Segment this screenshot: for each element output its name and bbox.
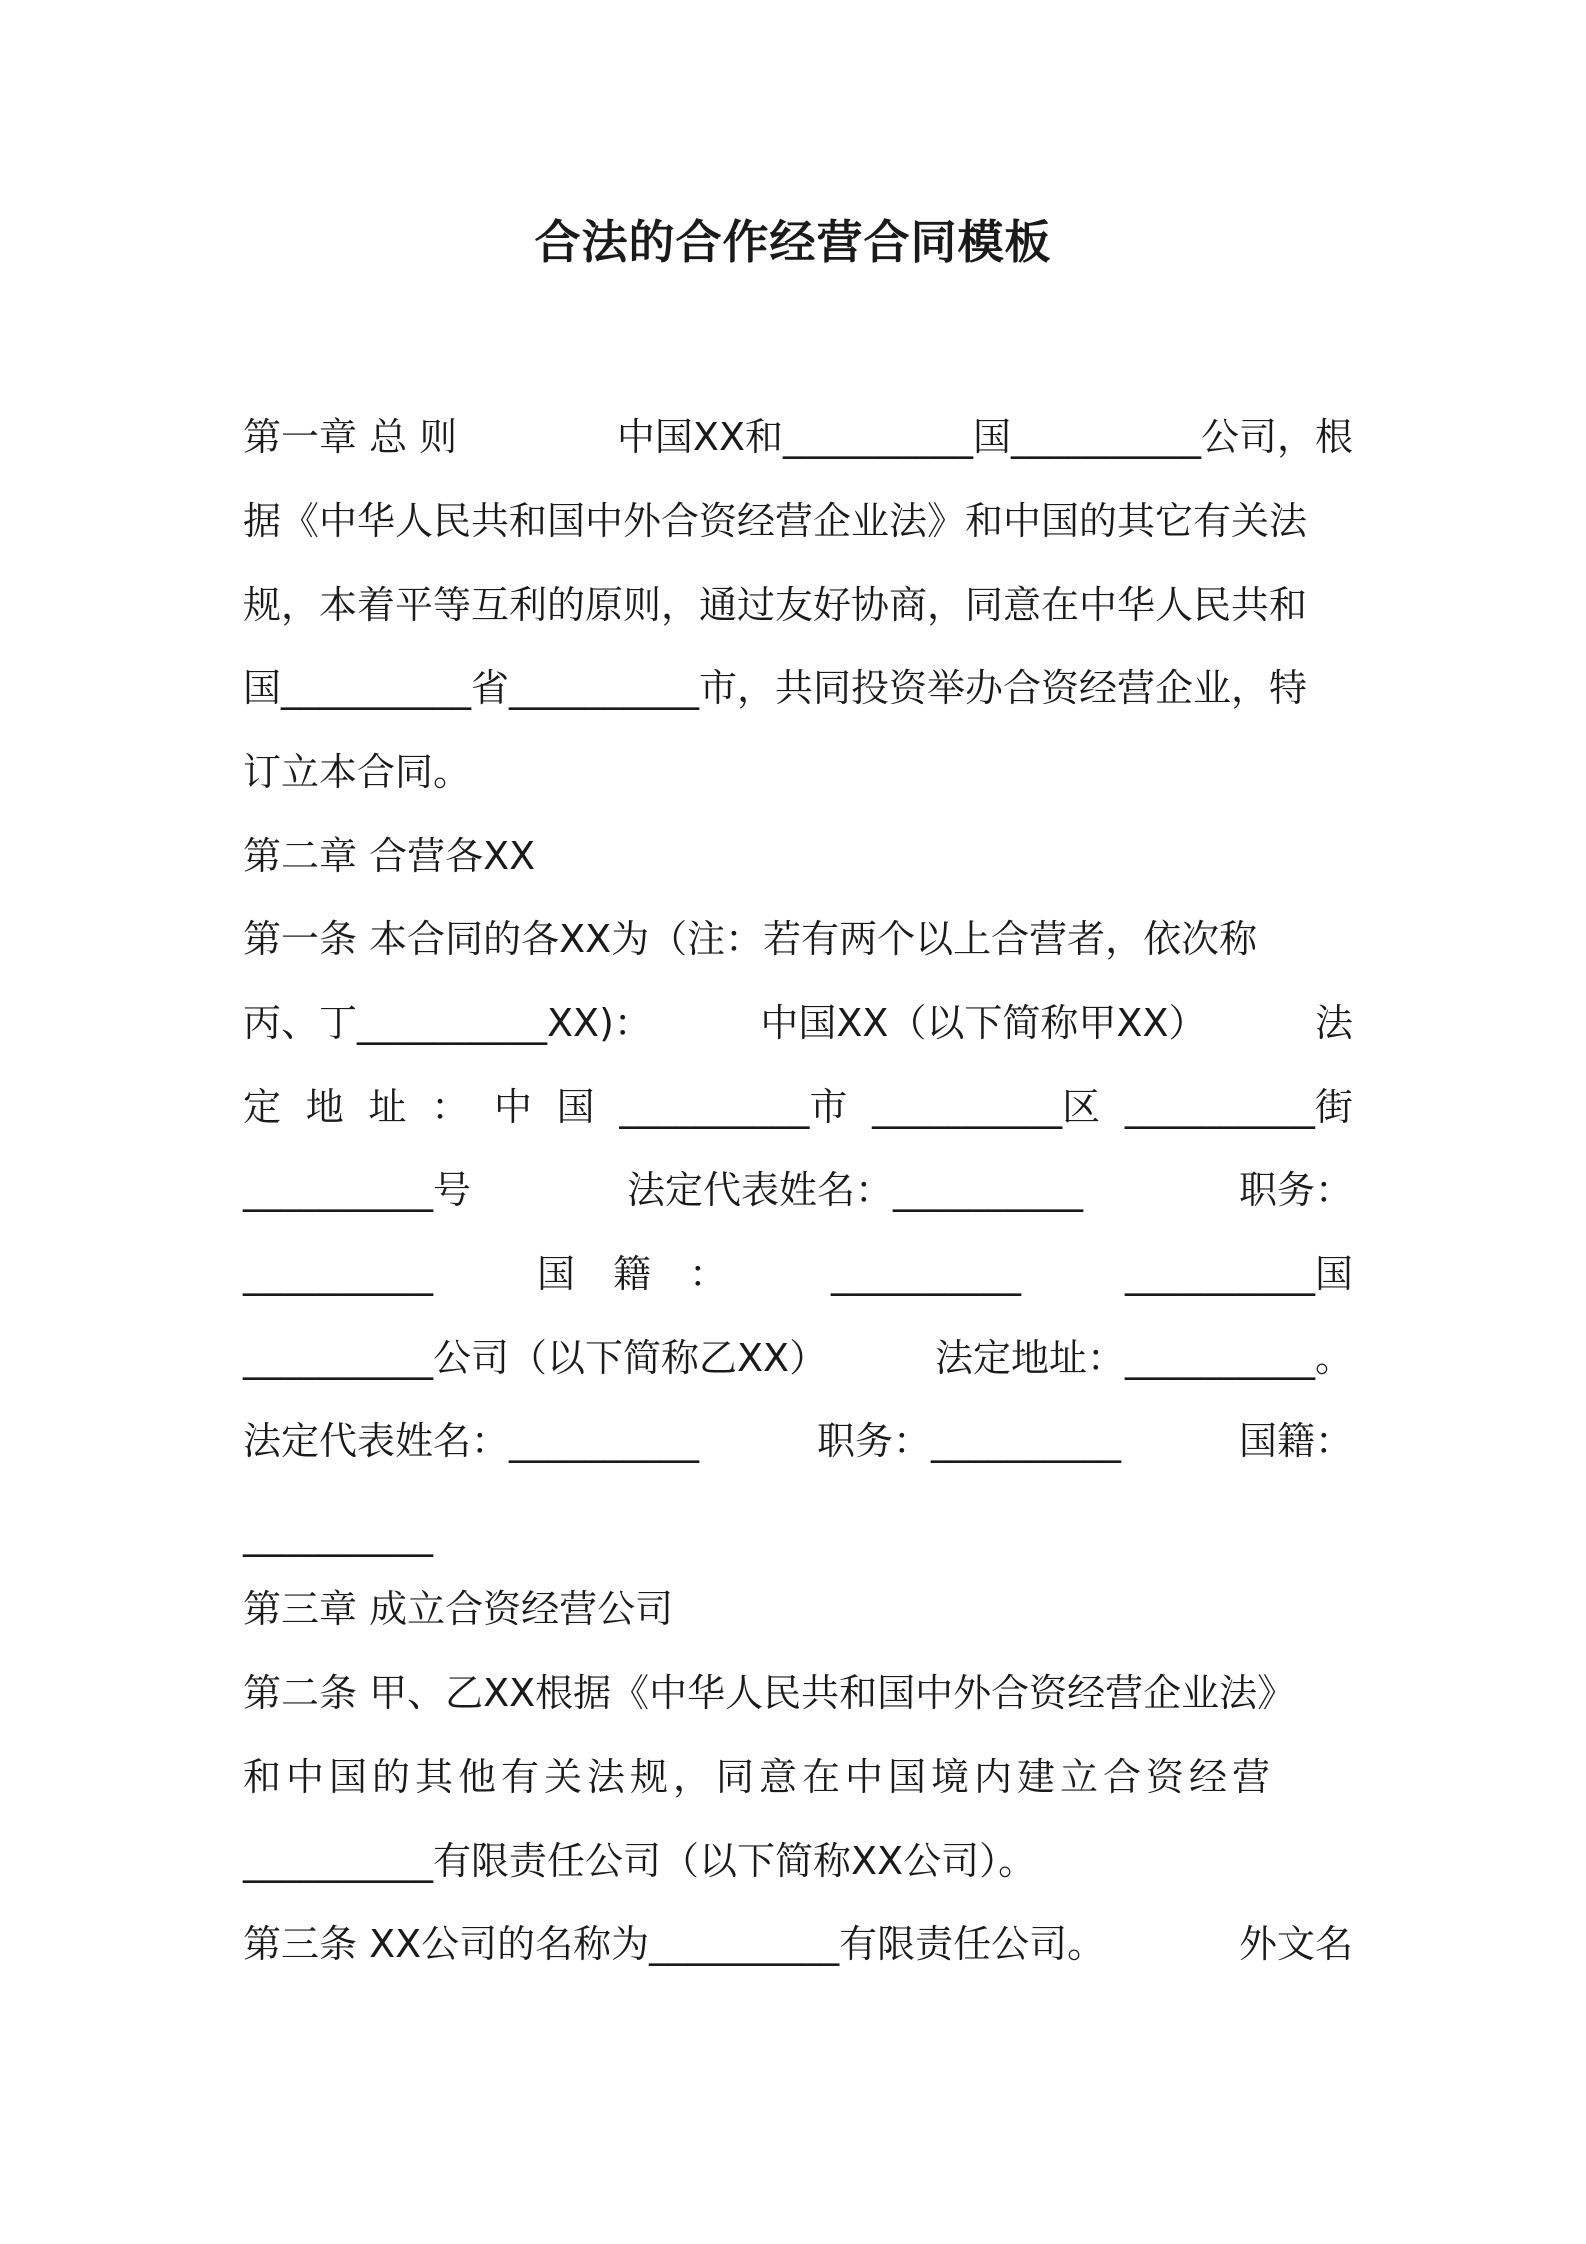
text-line [243, 1752, 1353, 1802]
text-segment: __________区 [872, 1085, 1101, 1129]
text-segment: __________ [830, 1252, 1021, 1296]
text-segment: 国__________省__________市，共同投资举办合资经营企业，特 [243, 666, 1308, 710]
text-segment: 职务： [1238, 1168, 1353, 1212]
text-line [243, 914, 1353, 964]
text-segment: 法定代表姓名：__________ [626, 1168, 1083, 1212]
text-line [243, 1584, 1353, 1634]
text-line [243, 663, 1353, 713]
text-line [243, 1249, 1353, 1299]
text-segment: __________街 [1124, 1085, 1353, 1129]
text-segment: 丙、丁__________XX)： [243, 1001, 652, 1045]
text-line [243, 1165, 1353, 1215]
text-segment: 第三条 XX公司的名称为__________有限责任公司。 [243, 1922, 1106, 1966]
text-line [243, 1836, 1353, 1886]
chapter-heading: 第三章 成立合资经营公司 [243, 1587, 674, 1631]
text-segment: __________ [243, 1252, 433, 1296]
text-segment: 址 [368, 1085, 407, 1129]
text-segment: 外文名 [1238, 1922, 1353, 1966]
text-segment: __________国 [1124, 1252, 1353, 1296]
text-segment: 法定代表姓名：__________ [243, 1419, 700, 1463]
text-segment: 第一条 本合同的各XX为（注：若有两个以上合营者，依次称 [243, 917, 1258, 961]
text-segment: ： [431, 1085, 470, 1129]
text-line [243, 1668, 1353, 1718]
text-segment: 据《中华人民共和国中外合资经营企业法》和中国的其它有关法 [243, 499, 1308, 543]
text-segment: 国籍： [1238, 1419, 1353, 1463]
text-segment: __________ [243, 1513, 433, 1557]
text-segment: 定 [243, 1085, 282, 1129]
text-segment: __________号 [243, 1168, 472, 1212]
text-line [243, 1919, 1353, 1969]
text-segment: 中 [493, 1085, 532, 1129]
chapter-heading: 第二章 合营各XX [243, 834, 536, 878]
text-segment: 国 [556, 1085, 595, 1129]
text-segment: 法定地址：__________。 [934, 1336, 1353, 1380]
text-segment: 第二条 甲、乙XX根据《中华人民共和国中外合资经营企业法》 [243, 1671, 1296, 1715]
text-segment: 地 [305, 1085, 344, 1129]
text-line [243, 1333, 1353, 1383]
text-line [243, 1510, 1353, 1560]
text-segment: __________市 [619, 1085, 848, 1129]
text-segment: 规，本着平等互利的原则，通过友好协商，同意在中华人民共和 [243, 583, 1308, 627]
text-line [243, 747, 1353, 797]
text-segment: 订立本合同。 [243, 750, 472, 794]
text-segment: 和中国的其他有关法规，同意在中国境内建立合资经营 [243, 1755, 1276, 1799]
text-segment: 法 [1314, 1001, 1353, 1045]
text-line [243, 1416, 1353, 1466]
text-segment: __________有限责任公司（以下简称XX公司）。 [243, 1839, 1037, 1883]
text-segment: 中国XX（以下简称甲XX） [760, 1001, 1207, 1045]
chapter-heading: 第一章 总 则 [243, 415, 458, 459]
text-line [243, 998, 1353, 1048]
text-line [243, 496, 1353, 546]
text-segment: __________公司（以下简称乙XX） [243, 1336, 828, 1380]
text-line [243, 1082, 1353, 1132]
text-line [243, 412, 1353, 462]
text-line [243, 580, 1353, 630]
text-segment: 中国XX和__________国__________公司，根 [616, 415, 1353, 459]
text-segment: 国 籍 ： [536, 1252, 727, 1296]
text-segment: 职务：__________ [816, 1419, 1121, 1463]
text-line [243, 831, 1353, 881]
document-title: 合法的合作经营合同模板 [534, 215, 1052, 269]
